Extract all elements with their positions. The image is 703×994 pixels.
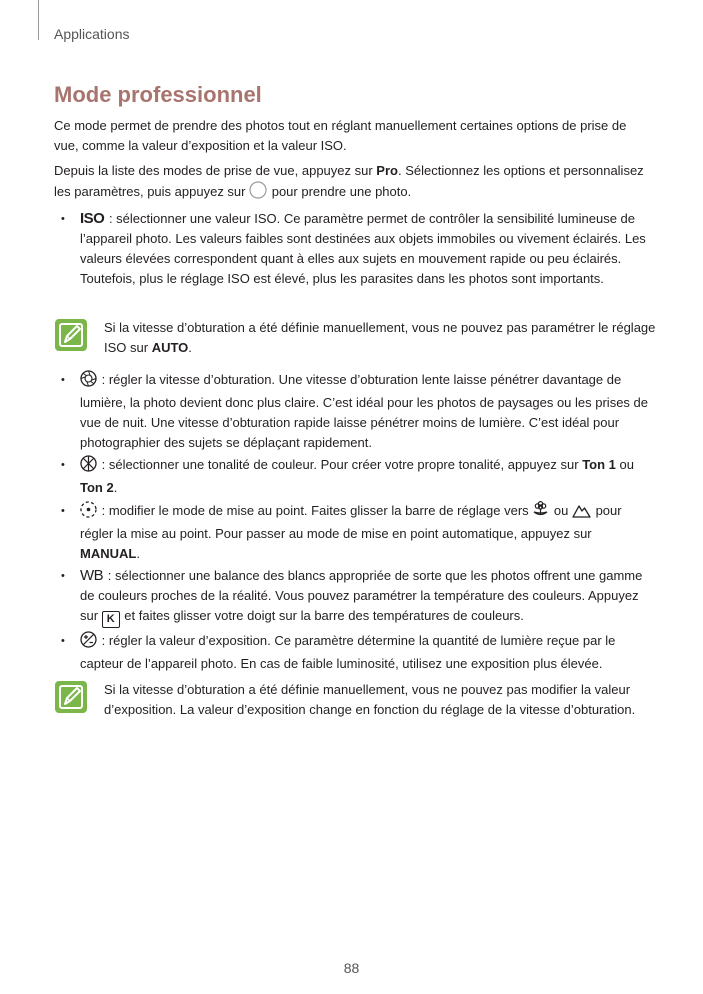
bullet-dot: • bbox=[61, 459, 65, 471]
bullet-dot: • bbox=[61, 505, 65, 517]
bullet-dot: • bbox=[61, 374, 65, 386]
note-iso-text: Si la vitesse d’obturation a été définie manuellement, vous ne pouvez pas paramétrer le réglage ISO sur AUTO. bbox=[104, 320, 656, 355]
flower-macro-icon bbox=[532, 501, 549, 524]
focus-text-1: : modifier le mode de mise au point. Faites glisser la barre de réglage vers bbox=[98, 503, 533, 518]
steps-text-2: . Sélectionnez les options et personnalisez les paramètres, puis appuyez sur bbox=[54, 163, 644, 199]
shutter-button-icon bbox=[249, 181, 267, 205]
iso-icon: ISO bbox=[80, 210, 105, 227]
shutter-description: : régler la vitesse d’obturation. Une vitesse d’obturation lente laisse pénétrer davantage de lumière, la photo devient donc plus claire. C’est idéal pour les photos de paysages ou les prises de vue de nuit. Une vitesse d’obturation rapide laisse pénétrer moins de lumière. C’est idéal pour photographier des sujets se déplaçant rapidement. bbox=[80, 372, 649, 450]
note-icon bbox=[54, 318, 88, 357]
steps-text-1: Depuis la liste des modes de prise de vue, appuyez sur bbox=[54, 163, 377, 178]
header-rule bbox=[38, 0, 39, 40]
steps-text-3: pour prendre une photo. bbox=[268, 184, 412, 199]
auto-label: AUTO bbox=[151, 340, 189, 355]
focus-text-3: pour régler la mise au point. Pour passer au mode de mise en point automatique, appuyez sur bbox=[80, 503, 622, 541]
mountain-infinity-icon bbox=[572, 502, 591, 524]
tone-text-1: : sélectionner une tonalité de couleur. Pour créer votre propre tonalité, appuyez sur bbox=[98, 457, 583, 472]
ton1-label: Ton 1 bbox=[582, 457, 616, 472]
page-title: Mode professionnel bbox=[54, 82, 262, 107]
page-number: 88 bbox=[343, 960, 360, 976]
bullet-dot: • bbox=[61, 213, 65, 225]
bullet-dot: • bbox=[61, 635, 65, 647]
steps-paragraph bbox=[54, 161, 654, 205]
white-balance-icon: WB bbox=[80, 567, 104, 584]
note-icon bbox=[54, 680, 88, 719]
shutter-speed-icon bbox=[80, 370, 97, 393]
manual-label: MANUAL bbox=[80, 546, 137, 561]
intro-paragraph: Ce mode permet de prendre des photos tout en réglant manuellement certaines options de prise de vue, comme la valeur d’exposition et la valeur ISO. bbox=[54, 118, 627, 153]
note-exposure bbox=[54, 680, 654, 724]
wb-text-2: et faites glisser votre doigt sur la barre des températures de couleurs. bbox=[120, 608, 524, 623]
wb-text-1: : sélectionner une balance des blancs appropriée de sorte que les photos offrent une gamme de couleurs proches de la réalité. Vous pouvez paramétrer la température des couleurs. Appuyez sur bbox=[80, 568, 643, 623]
exposure-description: : régler la valeur d’exposition. Ce paramètre détermine la quantité de lumière reçue par le capteur de l’appareil photo. En cas de faible luminosité, utilisez une exposition plus élevée. bbox=[80, 633, 616, 671]
kelvin-key-icon: K bbox=[102, 611, 120, 628]
section-header: Applications bbox=[54, 26, 130, 42]
iso-description: : sélectionner une valeur ISO. Ce paramètre permet de contrôler la sensibilité lumineuse de l’appareil photo. Les valeurs faibles sont destinées aux objets immobiles ou vivement éclairés. Les valeurs élevées correspondent quant à elles aux sujets en mouvement rapide ou peu éclairés. Toutefois, plus le réglage ISO est élevé, plus les parasites dans les photos sont importants. bbox=[80, 211, 646, 286]
focus-mode-icon bbox=[80, 501, 97, 524]
exposure-icon bbox=[80, 631, 97, 654]
ton2-label: Ton 2 bbox=[80, 480, 114, 495]
note-iso bbox=[54, 318, 654, 362]
pro-mode-label: Pro bbox=[376, 163, 398, 178]
color-tone-icon bbox=[80, 455, 97, 478]
note-exposure-text: Si la vitesse d’obturation a été définie manuellement, vous ne pouvez pas modifier la valeur d’exposition. La valeur d’exposition change en fonction du réglage de la vitesse d’obturation. bbox=[104, 682, 636, 717]
bullet-dot: • bbox=[61, 570, 65, 582]
